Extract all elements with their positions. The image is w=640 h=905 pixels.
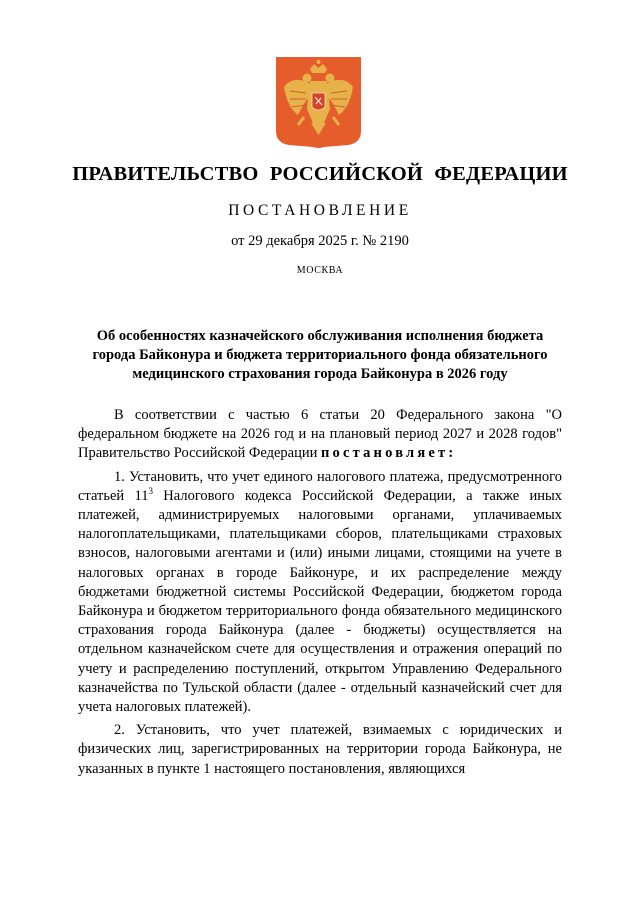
document-date-number: от 29 декабря 2025 г. № 2190 [231, 233, 409, 249]
document-heading [70, 327, 570, 384]
paragraph-2: 2. Установить, что учет платежей, взимаемых с юридических и физических лиц, зарегистрированных на территории города Байконура, не указанных в пункте 1 настоящего постановления, являющихся [78, 722, 562, 777]
intro-text: В соответствии с частью 6 статьи 20 Федерального закона "О федеральном бюджете на 2026 год и на плановый период 2027 и 2028 годов" Правительство Российской Федерации [78, 407, 562, 462]
government-title: ПРАВИТЕЛЬСТВО РОССИЙСКОЙ ФЕДЕРАЦИИ [72, 163, 568, 185]
paragraph-1-rest: Налогового кодекса Российской Федерации, а также иных платежей, администрируемых налоговыми органами, уплачиваемых налогоплательщиками, плательщиками сборов, плательщиками страховых взносов, налоговыми агентами и (или) иными лицами, стоящими на учете в налоговых органах в городе Байконуре, и их распределение между бюджетами бюджетной системы Российской Федерации, бюджетом города Байконура и бюджетом территориального фонда обязательного медицинского страхования города Байконура (далее - бюджеты) осуществляется на отдельном казначейском счете для осуществления и отражения операций по учету и распределению поступлений, открытом Управлению Федерального казначейства по Тульской области (далее - отдельный казначейский счет для учета налоговых платежей). [78, 487, 562, 716]
intro-paragraph [78, 406, 562, 464]
coat-of-arms-icon [276, 57, 361, 149]
resolves-word: постановляет: [320, 445, 457, 462]
heading-line: города Байконура и бюджета территориального фонда обязательного [92, 347, 548, 363]
document-body [78, 406, 562, 783]
heading-line: Об особенностях казначейского обслуживания исполнения бюджета [96, 328, 544, 344]
document-type: ПОСТАНОВЛЕНИЕ [228, 202, 412, 219]
article-superscript: 3 [148, 485, 153, 496]
paragraph-1-start: 1. Установить, что учет единого налогового платежа, предусмотренного статьей 11 [78, 468, 562, 504]
paragraph-1 [78, 468, 562, 718]
heading-line: медицинского страхования города Байконура в 2026 году [132, 366, 508, 382]
document-city: МОСКВА [296, 265, 344, 276]
